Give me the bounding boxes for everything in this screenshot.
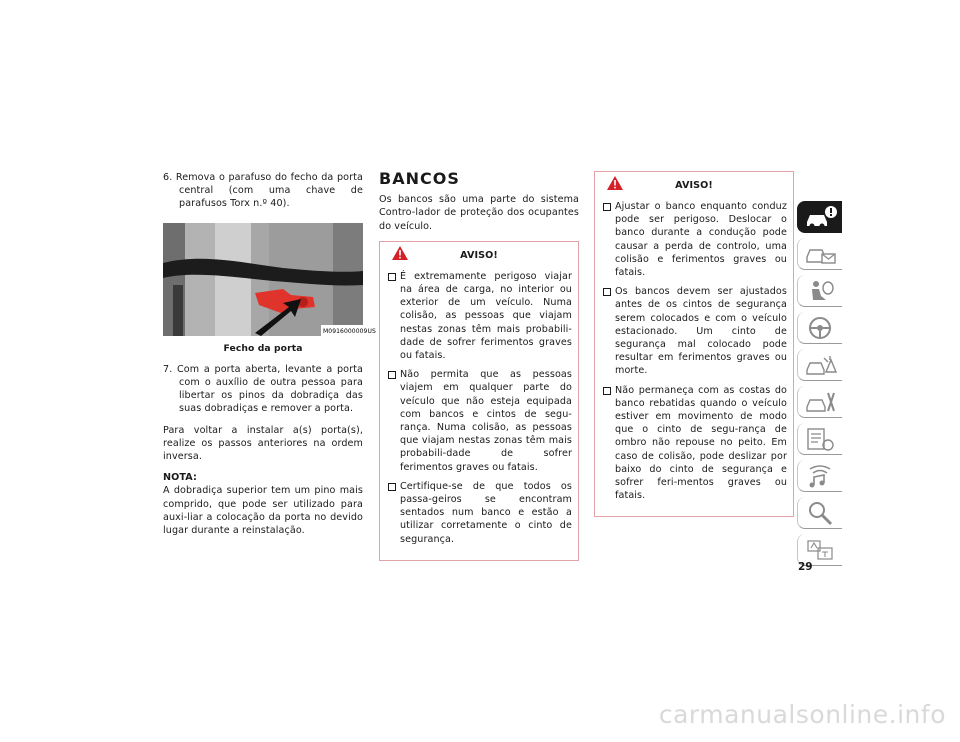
warning-box <box>594 171 794 517</box>
warning-header <box>601 172 787 200</box>
multimedia-icon <box>804 463 838 489</box>
tab-index[interactable] <box>797 497 842 529</box>
checkbox-bullet-icon <box>388 273 396 281</box>
warning-triangle-icon <box>607 176 623 190</box>
warning-triangle-icon <box>392 246 408 260</box>
middle-column <box>379 171 579 561</box>
image-caption: Fecho da porta <box>223 342 303 354</box>
warning-title: AVISO! <box>460 249 498 261</box>
warning-item: Ajustar o banco enquanto conduz pode ser perigoso. Deslocar o banco durante a condução pode causar a perda de controlo, uma colisão e ferimentos graves ou fatais. <box>601 200 787 279</box>
section-heading: BANCOS <box>379 169 460 188</box>
image-code: M0916000009US <box>323 327 376 335</box>
warning-box <box>379 241 579 561</box>
search-icon <box>804 500 838 526</box>
warning-header <box>386 242 572 270</box>
door-latch-photo <box>163 223 376 336</box>
note-text: A dobradiça superior tem um pino mais comprido, que pode ser utilizado para auxi-liar a colocação da porta no devido lugar durante a reinstalação. <box>163 485 363 537</box>
tab-airbag[interactable] <box>797 275 842 307</box>
right-column <box>594 171 794 517</box>
checkbox-bullet-icon <box>388 371 396 379</box>
note-title: NOTA: <box>163 472 197 484</box>
steering-wheel-icon <box>804 315 838 341</box>
warning-item: Os bancos devem ser ajustados antes de os cintos de segurança serem colocados e com o veículo estacionado. Um cinto de segurança mal colocado pode resultar em ferimentos graves ou morte. <box>601 285 787 377</box>
warning-item: Não permaneça com as costas do banco rebatidas quando o veículo estiver em movimento de modo que o cinto de segu-rança de ombro não repouse no peito. Em caso de colisão, pode deslizar por baixo do cinto de segurança e sofrer feri-mentos graves ou fatais. <box>601 384 787 503</box>
tab-driving[interactable] <box>797 312 842 344</box>
tab-specifications[interactable] <box>797 423 842 455</box>
tab-car-info[interactable] <box>797 201 842 233</box>
checkbox-bullet-icon <box>603 387 611 395</box>
step-6: 6. Remova o parafuso do fecho da porta central (com uma chave de parafusos Torx n.º 40). <box>163 172 363 210</box>
checkbox-bullet-icon <box>603 288 611 296</box>
page-number: 29 <box>798 561 813 573</box>
tab-emergency[interactable] <box>797 349 842 381</box>
warning-item: Certifique-se de que todos os passa-geiros se encontram sentados num banco e estão a utilizar corretamente o cinto de segurança. <box>386 480 572 546</box>
intro-paragraph: Os bancos são uma parte do sistema Contro-lador de proteção dos ocupantes do veículo. <box>379 194 579 232</box>
warning-item: Não permita que as pessoas viajem em qualquer parte do veículo que não esteja equipada com bancos e cintos de segu-rança. Numa colisão, as pessoas que viajam nestas zonas têm mais probabili-dade de sofrer ferimentos graves ou fatais. <box>386 368 572 474</box>
tab-service[interactable] <box>797 386 842 418</box>
tab-messages[interactable] <box>797 238 842 270</box>
checkbox-bullet-icon <box>388 483 396 491</box>
left-column <box>163 171 376 545</box>
reinstall-paragraph: Para voltar a instalar a(s) porta(s), realize os passos anteriores na ordem inversa. <box>163 424 363 463</box>
airbag-person-icon <box>804 278 838 304</box>
checkbox-bullet-icon <box>603 203 611 211</box>
chapter-tabs <box>797 201 841 571</box>
languages-icon <box>804 537 838 563</box>
messages-icon <box>804 241 838 267</box>
service-car-icon <box>804 389 838 415</box>
watermark: carmanualsonline.info <box>658 700 946 729</box>
car-info-icon <box>804 204 838 230</box>
warning-item: É extremamente perigoso viajar na área de carga, no interior ou exterior de um veículo. Numa colisão, as pessoas que viajam nestas zonas têm mais probabili-dade de sofrer ferimentos graves ou fatais. <box>386 270 572 362</box>
tab-multimedia[interactable] <box>797 460 842 492</box>
accident-icon <box>804 352 838 378</box>
step-7: 7. Com a porta aberta, levante a porta com o auxílio de outra pessoa para libertar os pinos da dobradiça das suas dobradiças e remover a porta. <box>163 363 363 415</box>
specifications-icon <box>804 426 838 452</box>
warning-title: AVISO! <box>675 180 713 191</box>
